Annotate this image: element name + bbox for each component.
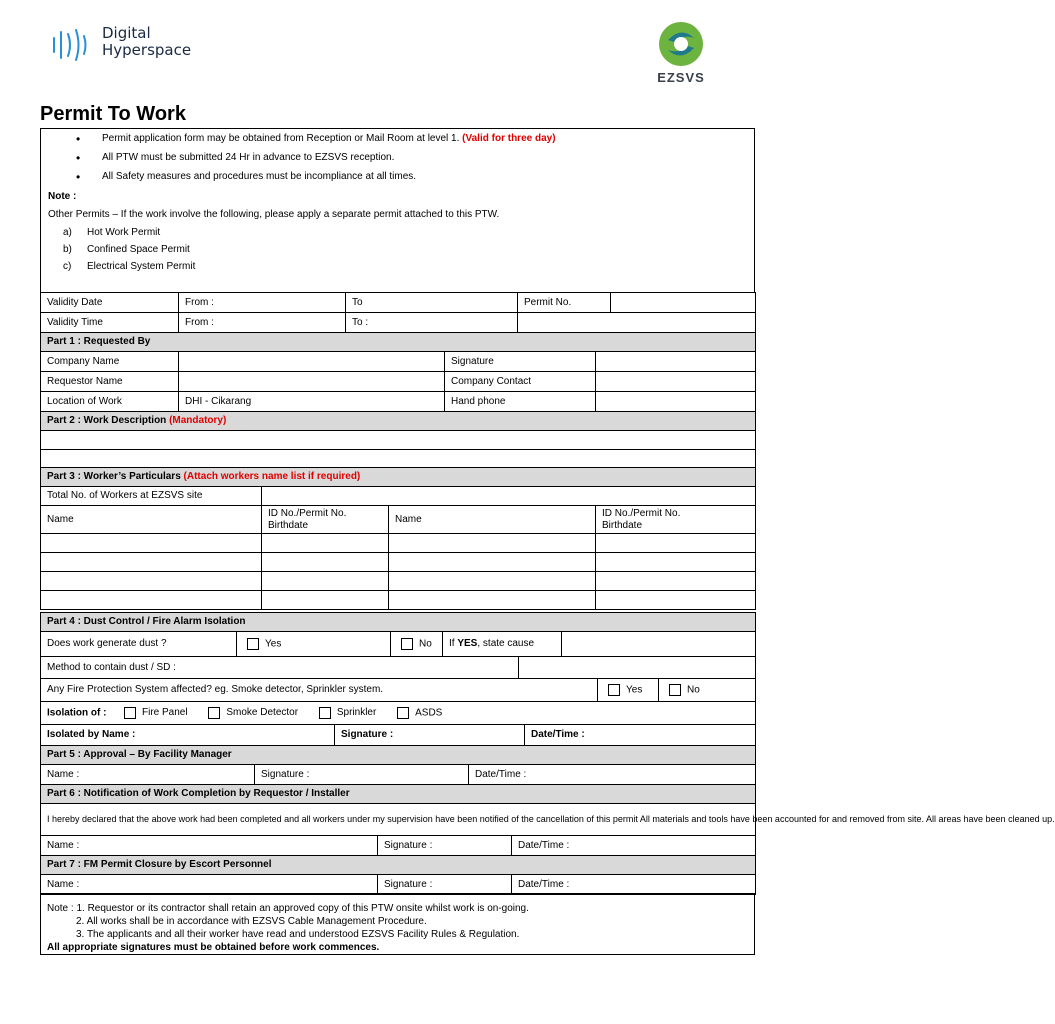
permit-no-field[interactable] xyxy=(611,293,756,313)
part2-heading xyxy=(41,412,756,431)
validity-date-from[interactable]: From : xyxy=(179,293,346,313)
ezsvs-logo xyxy=(650,20,712,86)
completion-signature-field[interactable]: Signature : xyxy=(378,836,512,856)
closure-signature-field[interactable]: Signature : xyxy=(378,875,512,895)
brand-line1: Digital xyxy=(102,24,151,42)
permit-label: Confined Space Permit xyxy=(87,244,190,255)
part5-table xyxy=(40,745,756,785)
validity-time-label: Validity Time xyxy=(41,313,179,333)
location-label: Location of Work xyxy=(41,392,179,412)
instruction-bullet xyxy=(48,170,754,189)
id-header-line1: ID No./Permit No. xyxy=(268,507,347,519)
part6-heading: Part 6 : Notification of Work Completion by Requestor / Installer xyxy=(41,785,756,804)
if-prefix: If xyxy=(449,638,458,649)
completion-datetime-field[interactable]: Date/Time : xyxy=(512,836,756,856)
checkbox-asds[interactable] xyxy=(397,707,409,719)
instructions-box xyxy=(40,128,755,293)
worker-cell[interactable] xyxy=(596,572,756,591)
dust-table xyxy=(40,631,756,657)
validity-note: (Valid for three day) xyxy=(462,133,556,144)
hand-phone-field[interactable] xyxy=(596,392,756,412)
closure-name-field[interactable]: Name : xyxy=(41,875,378,895)
checkbox-fire-panel[interactable] xyxy=(124,707,136,719)
state-cause-field[interactable] xyxy=(562,632,756,657)
ezsvs-wordmark: EZSVS xyxy=(657,70,705,85)
worker-cell[interactable] xyxy=(389,591,596,610)
location-field[interactable]: DHI - Cikarang xyxy=(179,392,445,412)
approval-name-field[interactable]: Name : xyxy=(41,765,255,785)
permit-key: a) xyxy=(63,227,72,238)
fire-table xyxy=(40,678,756,702)
id-col-header xyxy=(262,506,389,534)
fire-panel-label: Fire Panel xyxy=(142,707,188,719)
checkbox-smoke-detector[interactable] xyxy=(208,707,220,719)
total-workers-label: Total No. of Workers at EZSVS site xyxy=(41,487,262,506)
work-description-line[interactable] xyxy=(41,450,756,469)
validity-date-to[interactable]: To xyxy=(346,293,518,313)
part7-heading: Part 7 : FM Permit Closure by Escort Personnel xyxy=(41,856,756,875)
other-permits-text: Other Permits – If the work involve the following, please apply a separate permit attached to this PTW. xyxy=(48,209,500,220)
state-cause-label xyxy=(443,632,562,657)
worker-cell[interactable] xyxy=(596,591,756,610)
instruction-bullet xyxy=(48,151,754,170)
validity-time-from[interactable]: From : xyxy=(179,313,346,333)
total-workers-field[interactable] xyxy=(262,487,756,506)
if-suffix: , state cause xyxy=(477,638,535,649)
isolated-by-field[interactable]: Isolated by Name : xyxy=(41,725,335,746)
attach-note: (Attach workers name list if required) xyxy=(183,471,361,482)
part2-heading-text: Part 2 : Work Description xyxy=(47,415,167,426)
name-col-header: Name xyxy=(41,506,262,534)
company-name-label: Company Name xyxy=(41,352,179,372)
id-header-line2: Birthdate xyxy=(602,519,643,531)
checkbox[interactable] xyxy=(608,684,620,696)
fire-no-option[interactable] xyxy=(659,679,756,702)
hand-phone-label: Hand phone xyxy=(445,392,596,412)
bullet-text: All Safety measures and procedures must be incompliance at all times. xyxy=(102,171,417,182)
part1-heading: Part 1 : Requested By xyxy=(41,333,756,352)
closing-notes xyxy=(40,893,755,955)
isolation-table xyxy=(40,701,756,725)
part3-heading-text: Part 3 : Worker’s Particulars xyxy=(47,471,181,482)
sprinkler-label: Sprinkler xyxy=(336,707,377,719)
method-table xyxy=(40,656,756,679)
worker-cell[interactable] xyxy=(41,534,262,553)
checkbox[interactable] xyxy=(669,684,681,696)
note-1: Note : 1. Requestor or its contractor shall retain an approved copy of this PTW onsite whilst work is on-going. xyxy=(47,903,529,914)
worker-cell[interactable] xyxy=(41,572,262,591)
dust-yes-option[interactable] xyxy=(237,632,391,657)
id-header-line2: Birthdate xyxy=(268,519,309,531)
work-description-line[interactable] xyxy=(41,431,756,450)
yes-label: Yes xyxy=(626,684,643,696)
worker-cell[interactable] xyxy=(41,553,262,572)
isolated-by-table xyxy=(40,724,756,746)
part1-table xyxy=(40,332,756,412)
worker-cell[interactable] xyxy=(262,572,389,591)
asds-label: ASDS xyxy=(415,707,443,719)
permit-label: Electrical System Permit xyxy=(87,261,196,272)
validity-date-label: Validity Date xyxy=(41,293,179,313)
part3-heading xyxy=(41,468,756,487)
no-label: No xyxy=(687,684,700,696)
method-label: Method to contain dust / SD : xyxy=(41,657,519,679)
part2-table xyxy=(40,411,756,469)
checkbox-sprinkler[interactable] xyxy=(319,707,331,719)
part7-table xyxy=(40,855,756,895)
worker-cell[interactable] xyxy=(596,534,756,553)
fire-question: Any Fire Protection System affected? eg. Smoke detector, Sprinkler system. xyxy=(41,679,598,702)
isolated-datetime-field[interactable]: Date/Time : xyxy=(525,725,756,746)
part4-heading: Part 4 : Dust Control / Fire Alarm Isolation xyxy=(41,613,756,632)
permit-item xyxy=(48,242,754,259)
requestor-name-label: Requestor Name xyxy=(41,372,179,392)
fire-yes-option[interactable] xyxy=(598,679,659,702)
id-col-header xyxy=(596,506,756,534)
permit-item xyxy=(48,259,754,276)
bullet-text: All PTW must be submitted 24 Hr in advance to EZSVS reception. xyxy=(102,152,395,163)
worker-cell[interactable] xyxy=(262,591,389,610)
worker-cell[interactable] xyxy=(389,572,596,591)
completion-name-field[interactable]: Name : xyxy=(41,836,378,856)
isolation-row xyxy=(41,702,756,725)
signature-field[interactable] xyxy=(596,352,756,372)
validity-time-blank[interactable] xyxy=(518,313,756,333)
note-label: Note : xyxy=(48,191,77,202)
part6-table xyxy=(40,784,1055,856)
name-col-header: Name xyxy=(389,506,596,534)
page-title: Permit To Work xyxy=(40,103,186,125)
brand-line2: Hyperspace xyxy=(102,41,192,59)
company-contact-label: Company Contact xyxy=(445,372,596,392)
yes-label: Yes xyxy=(265,638,282,650)
part5-heading: Part 5 : Approval – By Facility Manager xyxy=(41,746,756,765)
worker-cell[interactable] xyxy=(262,534,389,553)
dust-question: Does work generate dust ? xyxy=(41,632,237,657)
validity-table xyxy=(40,292,756,333)
instruction-bullet xyxy=(48,132,754,151)
permit-key: b) xyxy=(63,244,72,255)
part3-table xyxy=(40,467,756,610)
approval-signature-field[interactable]: Signature : xyxy=(255,765,469,785)
checkbox[interactable] xyxy=(401,638,413,650)
approval-datetime-field[interactable]: Date/Time : xyxy=(469,765,756,785)
note-3: 3. The applicants and all their worker have read and understood EZSVS Facility Rules & Regulation. xyxy=(76,929,520,940)
dust-no-option[interactable] xyxy=(391,632,443,657)
closure-datetime-field[interactable]: Date/Time : xyxy=(512,875,756,895)
smoke-detector-label: Smoke Detector xyxy=(226,707,299,719)
requestor-name-field[interactable] xyxy=(179,372,445,392)
id-header-line1: ID No./Permit No. xyxy=(602,507,681,519)
permit-label: Hot Work Permit xyxy=(87,227,161,238)
worker-cell[interactable] xyxy=(389,553,596,572)
table-row xyxy=(41,572,756,591)
permit-item xyxy=(48,225,754,242)
no-label: No xyxy=(419,638,432,650)
isolation-label: Isolation of : xyxy=(47,707,107,719)
sound-wave-icon xyxy=(50,26,96,64)
isolated-signature-field[interactable]: Signature : xyxy=(335,725,525,746)
table-row xyxy=(41,534,756,553)
signature-label: Signature xyxy=(445,352,596,372)
table-row xyxy=(41,591,756,610)
digital-hyperspace-logo xyxy=(50,22,200,67)
note-4: All appropriate signatures must be obtained before work commences. xyxy=(47,942,380,953)
worker-cell[interactable] xyxy=(41,591,262,610)
worker-cell[interactable] xyxy=(596,553,756,572)
worker-cell[interactable] xyxy=(389,534,596,553)
table-row xyxy=(41,553,756,572)
validity-time-to[interactable]: To : xyxy=(346,313,518,333)
checkbox[interactable] xyxy=(247,638,259,650)
ezsvs-emblem-icon xyxy=(650,20,712,70)
mandatory-tag: (Mandatory) xyxy=(169,415,227,426)
permit-key: c) xyxy=(63,261,72,272)
bullet-text: Permit application form may be obtained from Reception or Mail Room at level 1. xyxy=(102,133,460,144)
declaration-text: I hereby declared that the above work had been completed and all workers under my supervision have been notified of the cancellation of this permit All materials and tools have been accounted for and removed from site. All areas have been cleaned up. xyxy=(41,804,756,836)
company-name-field[interactable] xyxy=(179,352,445,372)
part4-heading-table xyxy=(40,612,756,632)
note-2: 2. All works shall be in accordance with EZSVS Cable Management Procedure. xyxy=(76,916,427,927)
permit-no-label: Permit No. xyxy=(518,293,611,313)
company-contact-field[interactable] xyxy=(596,372,756,392)
if-yes-bold: YES xyxy=(457,638,478,649)
method-field[interactable] xyxy=(519,657,756,679)
worker-cell[interactable] xyxy=(262,553,389,572)
